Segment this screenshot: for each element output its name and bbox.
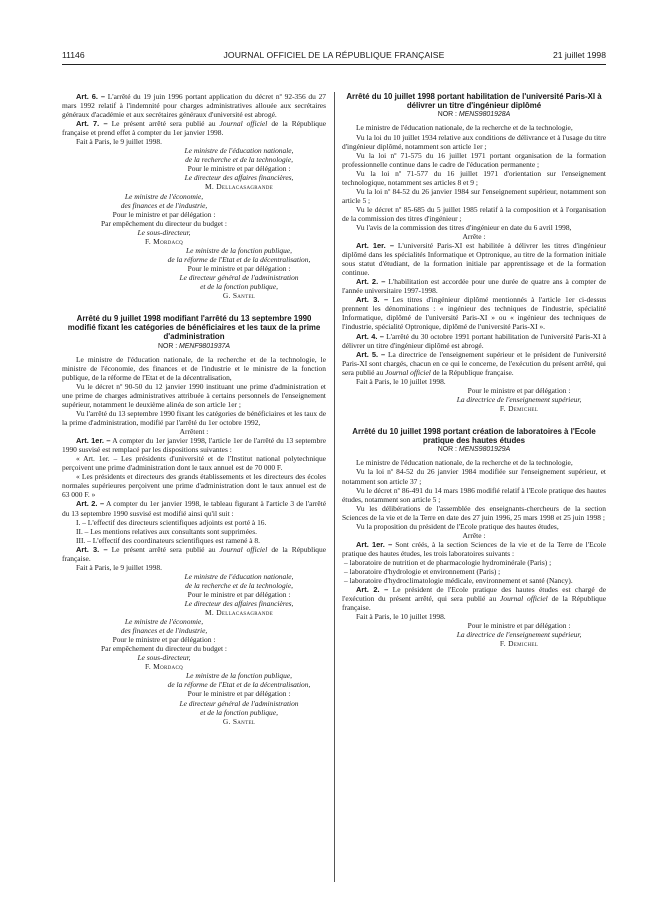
ephe-article-1: Art. 1er. – Sont créés, à la section Sciences de la vie et de la Terre de l'Ecole pratique des hautes études, les trois laboratoires suivants : — [342, 539, 606, 558]
article-6: Art. 6. – L'arrêté du 19 juin 1996 portant application du décret nº 92-356 du 27 mars 1992 relatif à l'indemnité pour charges administratives allouée aux secrétaires généraux d'académie et aux secrétaires généraux d'université est abrogé. — [62, 92, 327, 120]
article-7: Art. 7. – Le présent arrêté sera publié au Journal officiel de la République française et prend effet à compter du 1er janvier 1998. — [62, 119, 327, 138]
page-number: 11146 — [62, 50, 85, 60]
r-signature-block-2: Pour le ministre et par délégation : La directrice de l'enseignement supérieur, F. Demichel — [456, 621, 582, 649]
r-article-1: Art. 1er. – L'université Paris-XI est habilitée à délivrer les titres d'ingénieur diplômé dans les spécialités Informatique et Optronique, au titre de la formation initiale sous statut d'étudiant, de la formation initiale par apprentissage et de la formation continue. — [342, 241, 606, 278]
vu-loi-71-577: Vu la loi nº 71-577 du 16 juillet 1971 d'orientation sur l'enseignement technologique, notamment ses articles 8 et 9 ; — [342, 168, 606, 187]
lab-item-1: – laboratoire de nutrition et de pharmacologie hydrominérale (Paris) ; — [344, 557, 552, 567]
preamble-2: Le ministre de l'éducation nationale, de la recherche et de la technologie, — [356, 458, 573, 468]
article-1-quote-1: « Art. 1er. – Les présidents d'université et de l'Institut national polytechnique perçoivent une prime d'administration dont le taux annuel est de 70 000 F. — [62, 454, 326, 473]
vu-decret-86-491: Vu le décret nº 86-491 du 14 mars 1986 modifié relatif à l'Ecole pratique des hautes études, notamment son article 5 ; — [342, 485, 606, 504]
journal-title: JOURNAL OFFICIEL DE LA RÉPUBLIQUE FRANÇAISE — [223, 50, 445, 60]
right-column — [342, 92, 606, 648]
fait-a-paris-2: Fait à Paris, le 9 juillet 1998. — [76, 562, 162, 572]
arrete-title-ephe: Arrêté du 10 juillet 1998 portant création de laboratoires à l'Ecole pratique des hautes études — [352, 426, 596, 446]
column-divider — [334, 92, 335, 882]
r-article-4: Art. 4. – L'arrêté du 30 octobre 1991 portant habilitation de l'université Paris-XI à délivrer un titre d'ingénieur diplômé est abrogé. — [342, 331, 607, 350]
arrete-2: Arrête : — [462, 530, 486, 540]
vu-loi-84-52: Vu la loi nº 84-52 du 26 janvier 1984 sur l'enseignement supérieur, notamment son article 5 ; — [342, 186, 606, 205]
fait-a-paris: Fait à Paris, le 9 juillet 1998. — [76, 137, 162, 147]
article-2-item-1: I. – L'effectif des directeurs scientifiques adjoints est porté à 16. — [76, 517, 267, 527]
r-article-3: Art. 3. – Les titres d'ingénieur diplômé mentionnés à l'article 1er ci-dessus prennent les dénominations : « ingénieur des techniques de l'industrie, spécialité Informatique, diplômé de l'université Paris-XI » ou « ingénieur des techniques de l'industrie, spécialité Optronique, diplômé de l'université Paris-XI ». — [342, 295, 606, 332]
vu-avis: Vu l'avis de la commission des titres d'ingénieur en date du 6 avril 1998, — [356, 222, 572, 232]
r-article-5: Art. 5. – La directrice de l'enseignement supérieur et le président de l'université Paris-XI sont chargés, chacun en ce qui le concerne, de l'exécution du présent arrêté, qui sera publié au Journal officiel de la République française. — [342, 349, 607, 377]
vu-deliberations: Vu les délibérations de l'assemblée des enseignants-chercheurs de la section Sciences de la vie et de la Terre en date des 27 juin 1996, 25 mars 1998 et 25 juin 1998 ; — [342, 503, 606, 522]
r-article-2: Art. 2. – L'habilitation est accordée pour une durée de quatre ans à compter de l'année universitaire 1997-1998. — [342, 277, 606, 296]
page-header — [62, 50, 606, 64]
article-3: Art. 3. – Le présent arrêté sera publié au Journal officiel de la République française. — [62, 544, 327, 563]
r-fait-2: Fait à Paris, le 10 juillet 1998. — [356, 612, 446, 622]
article-2: Art. 2. – A compter du 1er janvier 1998, le tableau figurant à l'article 3 de l'arrêté du 13 septembre 1990 susvisé est modifié ainsi qu'il suit : — [62, 499, 326, 518]
r-fait-1: Fait à Paris, le 10 juillet 1998. — [356, 376, 446, 386]
preamble-1: Le ministre de l'éducation nationale, de la recherche et de la technologie, — [356, 123, 573, 133]
vu-decret: Vu le décret nº 90-50 du 12 janvier 1990 instituant une prime d'administration et une prime de charges administratives attribuée à certains personnels de l'enseignement supérieur, notamment le deuxième alinéa de son article 1er ; — [62, 381, 326, 409]
article-1: Art. 1er. – A compter du 1er janvier 1998, l'article 1er de l'arrêté du 13 septembre 1990 susvisé est remplacé par les dispositions suivantes : — [62, 436, 326, 455]
ephe-article-2: Art. 2. – Le président de l'Ecole pratique des hautes études est chargé de l'exécution du présent arrêté, qui sera publié au Journal officiel de la République française. — [342, 585, 607, 613]
r-signature-block-1: Pour le ministre et par délégation : La directrice de l'enseignement supérieur, F. Demichel — [456, 385, 582, 413]
vu-loi-71-575: Vu la loi nº 71-575 du 16 juillet 1971 portant organisation de la formation professionnelle continue dans le cadre de l'éducation permanente ; — [342, 150, 606, 169]
article-2-item-3: III. – L'effectif des coordinateurs scientifiques est ramené à 8. — [76, 535, 260, 545]
vu-loi-84-52-b: Vu la loi nº 84-52 du 26 janvier 1984 modifiée sur l'enseignement supérieur, et notamment son article 37 ; — [342, 467, 606, 486]
lab-item-2: – laboratoire d'hydrologie et environnement (Paris) ; — [344, 566, 501, 576]
nor-reference-1: NOR : MENS9801928A — [437, 111, 511, 119]
header-rule — [62, 64, 606, 65]
publication-date: 21 juillet 1998 — [552, 50, 606, 60]
lab-item-3: – laboratoire d'hydroclimatologie médicale, environnement et santé (Nancy). — [344, 576, 573, 586]
vu-decret-85-685: Vu le décret nº 85-685 du 5 juillet 1985 relatif à la composition et à l'organisation de la commission des titres d'ingénieur ; — [342, 204, 606, 223]
vu-proposition: Vu la proposition du président de l'Ecole pratique des hautes études, — [356, 521, 559, 531]
vu-loi-1934: Vu la loi du 10 juillet 1934 relative aux conditions de délivrance et à l'usage du titre d'ingénieur diplômé, notamment son article 1er ; — [342, 132, 606, 151]
vu-arrete: Vu l'arrêté du 13 septembre 1990 fixant les catégories de bénéficiaires et les taux de la prime d'administration, modifié par l'arrêté du 1er octobre 1992, — [62, 409, 326, 428]
left-column — [62, 92, 326, 726]
nor-reference-2: NOR : MENS9801929A — [437, 446, 511, 454]
signature-block-1: Le ministre de l'éducation nationale, de la recherche et de la technologie, Pour le ministre et par délégation : Le directeur des affaires financières, M. Dellacasagrande Le ministre de l'économie, des finances et de l'industrie, Pour le ministre et par délégation : Par empêchement du directeur du budget : Le sous-directeur, F. Mordacq Le ministre de la fonction publique, de la réforme de l'Etat et de la décentralisation, Pour le ministre et par délégation : Le directeur général de l'administration et de la fonction publique, G. Santel — [101, 146, 311, 301]
arrete-title-9-juillet: Arrêté du 9 juillet 1998 modifiant l'arrêté du 13 septembre 1990 modifié fixant les catégories de bénéficiaires et les taux de la prime d'administration — [67, 314, 321, 342]
signature-block-2: Le ministre de l'éducation nationale, de la recherche et de la technologie, Pour le ministre et par délégation : Le directeur des affaires financières, M. Dellacasagrande Le ministre de l'économie, des finances et de l'industrie, Pour le ministre et par délégation : Par empêchement du directeur du budget : Le sous-directeur, F. Mordacq Le ministre de la fonction publique, de la réforme de l'Etat et de la décentralisation, Pour le ministre et par délégation : Le directeur général de l'administration et de la fonction publique, G. Santel — [101, 571, 311, 726]
preamble: Le ministre de l'éducation nationale, de la recherche et de la technologie, le ministre de l'économie, des finances et de l'industrie et le ministre de la fonction publique, de la réforme de l'Etat et de la décentralisation, — [62, 354, 326, 382]
arrete-title-paris-xi: Arrêté du 10 juillet 1998 portant habilitation de l'université Paris-XI à délivrer un titre d'ingénieur diplômé — [346, 92, 602, 111]
arretent: Arrêtent : — [179, 427, 209, 437]
arrete-1: Arrête : — [462, 232, 486, 242]
article-2-item-2: II. – Les mentions relatives aux consultants sont supprimées. — [76, 526, 257, 536]
article-1-quote-2: « Les présidents et directeurs des grands établissements et les directeurs des écoles normales supérieures perçoivent une prime d'administration dont le taux annuel est de 63 000 F. » — [62, 472, 326, 500]
nor-reference: NOR : MENF9801937A — [157, 342, 230, 350]
